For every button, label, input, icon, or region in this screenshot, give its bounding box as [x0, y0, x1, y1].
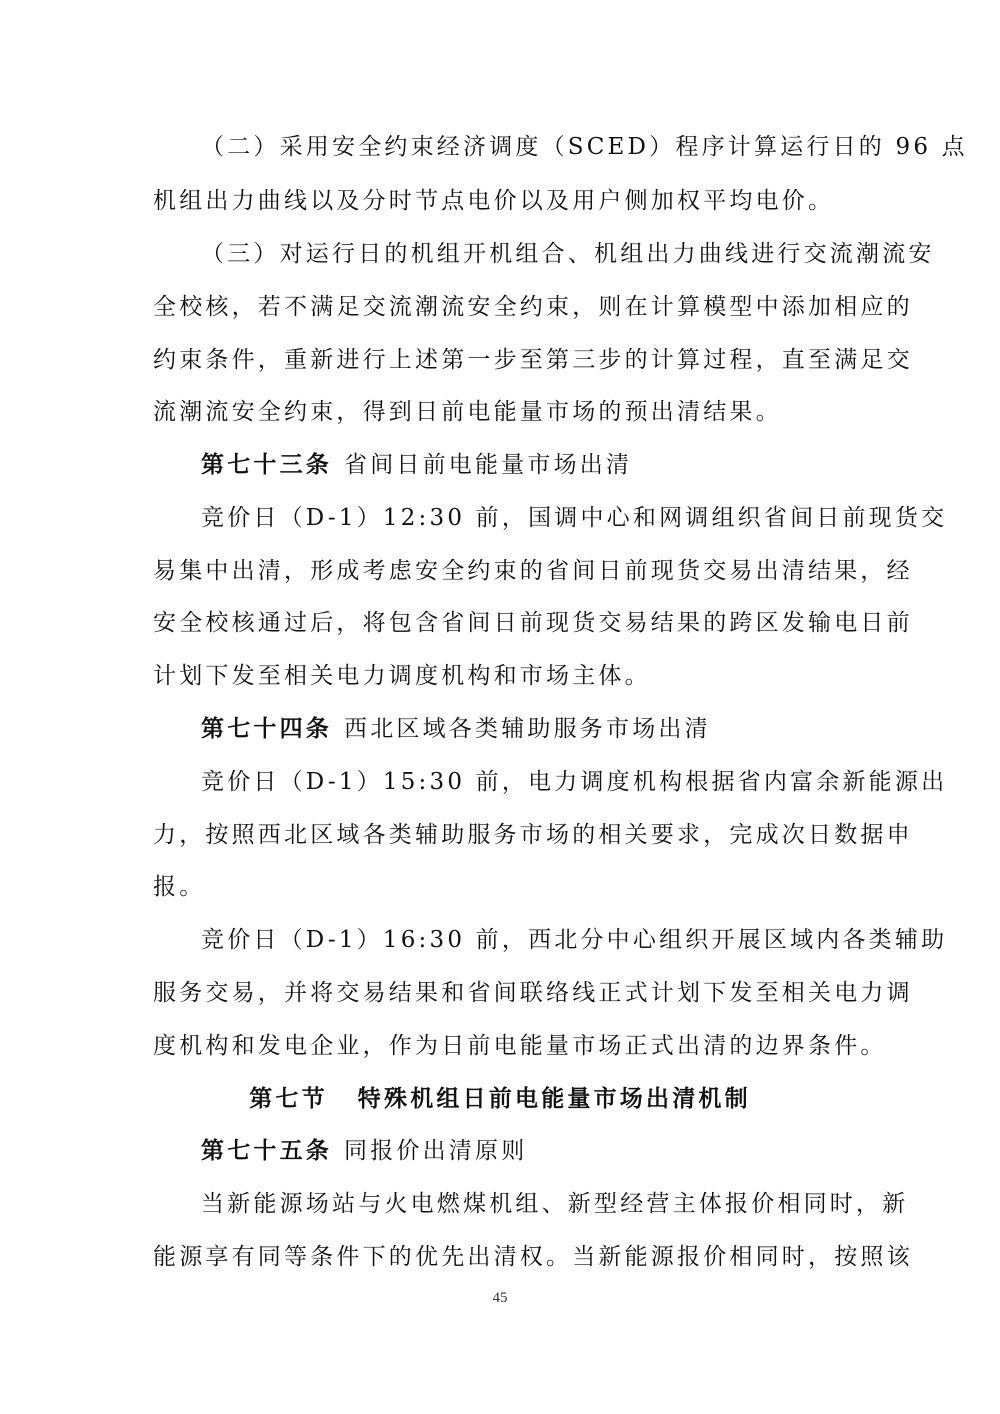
paragraph-line: 度机构和发电企业，作为日前电能量市场正式出清的边界条件。	[153, 1033, 887, 1059]
paragraph-line: 安全校核通过后，将包含省间日前现货交易结果的跨区发输电日前	[153, 610, 913, 636]
paragraph-line: 流潮流安全约束，得到日前电能量市场的预出清结果。	[153, 399, 782, 425]
section-label: 第七节	[249, 1085, 328, 1112]
paragraph-line: 竞价日（D-1）12:30 前，国调中心和网调组织省间日前现货交	[201, 505, 948, 531]
paragraph-line: 力，按照西北区域各类辅助服务市场的相关要求，完成次日数据申	[153, 822, 913, 848]
paragraph-line: 报。	[153, 874, 206, 900]
paragraph-line: 竞价日（D-1）16:30 前，西北分中心组织开展区域内各类辅助	[201, 927, 948, 953]
article-title: 省间日前电能量市场出清	[344, 452, 633, 478]
paragraph-line: 机组出力曲线以及分时节点电价以及用户侧加权平均电价。	[153, 188, 835, 214]
article-label: 第七十五条	[201, 1137, 332, 1164]
page-number: 45	[492, 1290, 508, 1306]
paragraph-line: （二）采用安全约束经济调度（SCED）程序计算运行日的 96 点	[201, 134, 968, 160]
section-heading	[0, 1084, 1000, 1114]
article-title: 西北区域各类辅助服务市场出清	[344, 716, 711, 742]
article-75-heading	[201, 1136, 853, 1166]
paragraph-line: 服务交易，并将交易结果和省间联络线正式计划下发至相关电力调	[153, 980, 913, 1006]
paragraph-line: 全校核，若不满足交流潮流安全约束，则在计算模型中添加相应的	[153, 294, 913, 320]
paragraph-line: 计划下发至相关电力调度机构和市场主体。	[153, 663, 651, 689]
paragraph-line: （三）对运行日的机组开机组合、机组出力曲线进行交流潮流安	[201, 241, 935, 267]
article-73-heading	[201, 450, 853, 480]
article-title: 同报价出清原则	[344, 1138, 528, 1164]
article-74-heading	[201, 714, 853, 744]
paragraph-line: 当新能源场站与火电燃煤机组、新型经营主体报价相同时，新	[201, 1191, 909, 1217]
article-label: 第七十四条	[201, 715, 332, 742]
section-title: 特殊机组日前电能量市场出清机制	[357, 1085, 751, 1112]
paragraph-line: 约束条件，重新进行上述第一步至第三步的计算过程，直至满足交	[153, 347, 913, 373]
paragraph-line: 易集中出清，形成考虑安全约束的省间日前现货交易出清结果，经	[153, 558, 913, 584]
article-label: 第七十三条	[201, 451, 332, 478]
paragraph-line: 竞价日（D-1）15:30 前，电力调度机构根据省内富余新能源出	[201, 769, 948, 795]
paragraph-line: 能源享有同等条件下的优先出清权。当新能源报价相同时，按照该	[153, 1244, 913, 1270]
